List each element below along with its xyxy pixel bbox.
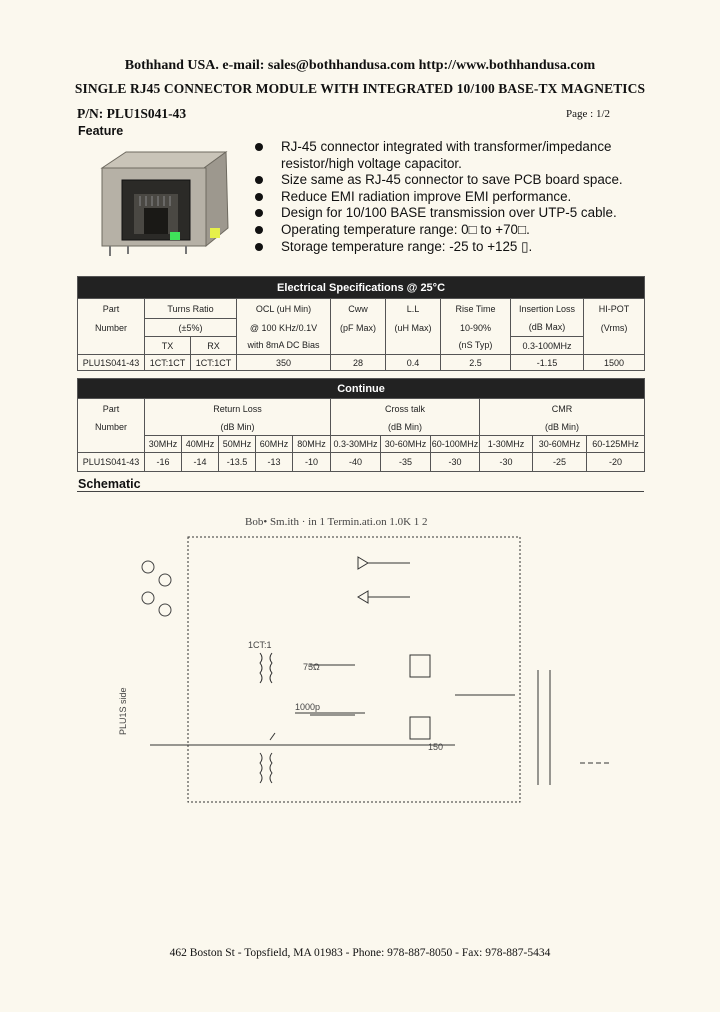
cell-il: -1.15 — [511, 355, 584, 371]
resistor-150-label: 150 — [428, 742, 444, 752]
feature-item — [255, 222, 655, 239]
cell-rise: 2.5 — [441, 355, 511, 371]
header-ocl: OCL (uH Min) — [237, 299, 331, 319]
cell-hipot: 1500 — [584, 355, 645, 371]
header-cmr: CMR — [480, 399, 645, 419]
pin-circle-icon — [159, 574, 171, 586]
cell-cww: 28 — [331, 355, 386, 371]
company-contact-line: Bothhand USA. e-mail: sales@bothhandusa.com http://www.bothhandusa.com — [124, 58, 596, 73]
header-hipot-unit: (Vrms) — [584, 319, 645, 337]
capacitor-label: 1000p — [295, 702, 321, 712]
freq-header: 0.3-30MHz — [331, 436, 381, 453]
feature-heading: Feature — [78, 124, 124, 138]
cell-part: PLU1S041-43 — [78, 453, 145, 472]
feature-text: RJ-45 connector integrated with transformer/impedance — [281, 139, 612, 154]
pin-circle-icon — [159, 604, 171, 616]
feature-item — [255, 239, 655, 256]
page-number: Page : 1/2 — [566, 108, 610, 120]
pin-circle-icon — [142, 561, 154, 573]
transformer-coil-icon — [260, 653, 262, 683]
header-cross-unit: (dB Min) — [331, 419, 480, 436]
header-turns-tol: (±5%) — [145, 319, 237, 337]
header-number: Number — [78, 319, 145, 337]
part-number: P/N: PLU1S041-43 — [77, 106, 187, 121]
cell-value: -35 — [381, 453, 431, 472]
footer-address: 462 Boston St - Topsfield, MA 01983 - Phone: 978-887-8050 - Fax: 978-887-5434 — [169, 947, 551, 959]
header-turns-ratio: Turns Ratio — [145, 299, 237, 319]
freq-header: 40MHz — [182, 436, 219, 453]
schematic-heading: Schematic — [78, 477, 141, 491]
header-blank — [584, 337, 645, 355]
feature-text: Design for 10/100 BASE transmission over UTP-5 cable. — [281, 205, 617, 221]
cell-value: -13 — [256, 453, 293, 472]
cell-value: -10 — [293, 453, 331, 472]
feature-text: Operating temperature range: 0□ to +70□. — [281, 221, 530, 237]
header-il-unit: (dB Max) — [511, 319, 584, 337]
rj45-connector-photo — [96, 150, 244, 258]
header-hipot: HI-POT — [584, 299, 645, 319]
freq-header: 30-60MHz — [533, 436, 587, 453]
header-rise-unit: (nS Typ) — [441, 337, 511, 355]
header-ocl-cond: @ 100 KHz/0.1V — [237, 319, 331, 337]
cell-value: -30 — [480, 453, 533, 472]
cell-ll: 0.4 — [386, 355, 441, 371]
header-cross-talk: Cross talk — [331, 399, 480, 419]
resistor-icon — [410, 717, 430, 739]
continue-spec-table — [77, 378, 645, 472]
cell-value: -16 — [145, 453, 182, 472]
cell-ocl: 350 — [237, 355, 331, 371]
bullet-icon — [255, 226, 263, 234]
feature-text-continued: resistor/high voltage capacitor. — [281, 155, 462, 171]
cell-value: -20 — [587, 453, 645, 472]
header-cww-unit: (pF Max) — [331, 319, 386, 337]
freq-header: 60-100MHz — [431, 436, 480, 453]
resistor-icon — [410, 655, 430, 677]
header-cmr-unit: (dB Min) — [480, 419, 645, 436]
header-rx: RX — [191, 337, 237, 355]
cell-rx: 1CT:1CT — [191, 355, 237, 371]
header-blank — [78, 337, 145, 355]
feature-item — [255, 205, 655, 222]
schematic-title: Bob• Sm.ith · in 1 Termin.ati.on 1.0K 1 2 — [245, 516, 428, 528]
cell-value: -40 — [331, 453, 381, 472]
electrical-spec-table — [77, 276, 645, 371]
header-il-range: 0.3-100MHz — [511, 337, 584, 355]
bullet-icon — [255, 209, 263, 217]
header-ll: L.L — [386, 299, 441, 319]
led-diode-icon — [358, 557, 368, 569]
turns-ratio-label: 1CT:1 — [248, 640, 272, 650]
feature-text: Reduce EMI radiation improve EMI performance. — [281, 188, 572, 204]
header-cww: Cww — [331, 299, 386, 319]
freq-header: 60-125MHz — [587, 436, 645, 453]
cell-part: PLU1S041-43 — [78, 355, 145, 371]
header-part: Part — [78, 399, 145, 419]
cell-value: -13.5 — [219, 453, 256, 472]
document-title: SINGLE RJ45 CONNECTOR MODULE WITH INTEGRATED 10/100 BASE-TX MAGNETICS — [74, 81, 646, 96]
feature-item — [255, 172, 655, 189]
freq-header: 50MHz — [219, 436, 256, 453]
led-green-icon — [170, 232, 180, 240]
resistor-75-label: 75Ω — [303, 662, 320, 672]
freq-header: 30-60MHz — [381, 436, 431, 453]
header-ll-unit: (uH Max) — [386, 319, 441, 337]
transformer-coil-icon — [260, 753, 262, 783]
freq-header: 1-30MHz — [480, 436, 533, 453]
continue-banner: Continue — [78, 379, 645, 399]
schematic-diagram — [110, 505, 630, 835]
cell-value: -30 — [431, 453, 480, 472]
header-insertion-loss: Insertion Loss — [511, 299, 584, 319]
freq-header: 60MHz — [256, 436, 293, 453]
led-yellow-icon — [210, 228, 220, 238]
cell-tx: 1CT:1CT — [145, 355, 191, 371]
header-return-unit: (dB Min) — [145, 419, 331, 436]
bullet-icon — [255, 176, 263, 184]
header-tx: TX — [145, 337, 191, 355]
feature-list — [255, 139, 655, 255]
bullet-icon — [255, 143, 263, 151]
side-label: PLU1S side — [118, 687, 128, 735]
table-row — [78, 355, 645, 371]
freq-header: 80MHz — [293, 436, 331, 453]
header-blank — [331, 337, 386, 355]
pin-circle-icon — [142, 592, 154, 604]
header-blank — [78, 436, 145, 453]
header-rise-range: 10-90% — [441, 319, 511, 337]
divider — [77, 491, 644, 492]
table-row — [78, 453, 645, 472]
electrical-spec-banner: Electrical Specifications @ 25°C — [78, 277, 645, 299]
feature-text: Storage temperature range: -25 to +125 ▯. — [281, 238, 533, 254]
feature-item — [255, 189, 655, 206]
feature-text: Size same as RJ-45 connector to save PCB board space. — [281, 172, 623, 188]
feature-item — [255, 139, 655, 172]
transformer-coil-icon — [270, 753, 272, 783]
led-diode-icon — [358, 591, 368, 603]
header-return-loss: Return Loss — [145, 399, 331, 419]
bullet-icon — [255, 193, 263, 201]
header-rise-time: Rise Time — [441, 299, 511, 319]
header-ocl-bias: with 8mA DC Bias — [237, 337, 331, 355]
cell-value: -25 — [533, 453, 587, 472]
header-part: Part — [78, 299, 145, 319]
bullet-icon — [255, 243, 263, 251]
transformer-coil-icon — [270, 653, 272, 683]
freq-header: 30MHz — [145, 436, 182, 453]
header-blank — [386, 337, 441, 355]
header-number: Number — [78, 419, 145, 436]
cell-value: -14 — [182, 453, 219, 472]
